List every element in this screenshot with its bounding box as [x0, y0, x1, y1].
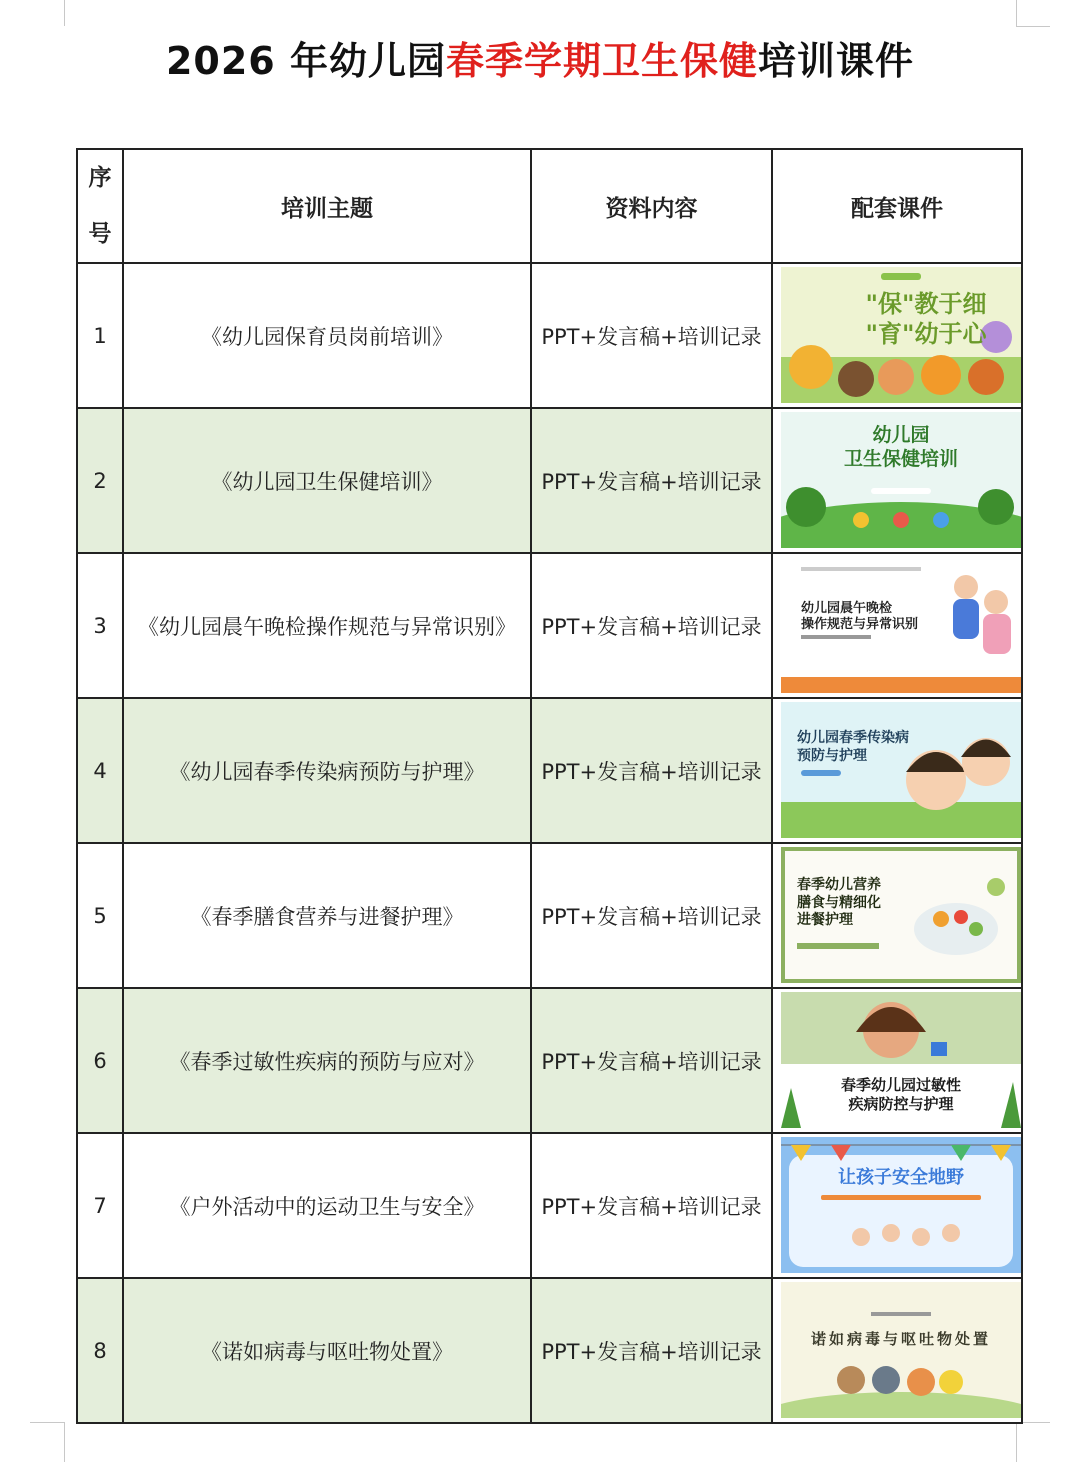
row-content: PPT+发言稿+培训记录: [531, 988, 772, 1133]
cover-title: [781, 1330, 1021, 1349]
cover-title-line: 春季幼儿营养: [797, 877, 881, 893]
row-topic: 《幼儿园卫生保健培训》: [123, 408, 531, 553]
cover-title-line: 幼儿园: [872, 424, 930, 446]
courseware-cover-thumbnail[interactable]: [781, 1137, 1021, 1273]
cover-title: [781, 1167, 1021, 1190]
courseware-cover-thumbnail[interactable]: [781, 267, 1021, 403]
cover-title-line: 诺如病毒与呕吐物处置: [810, 1330, 991, 1348]
cover-title-line: 进餐护理: [797, 912, 853, 928]
title-suffix: 培训课件: [758, 39, 915, 83]
row-index: 2: [77, 408, 123, 553]
courseware-cover-thumbnail[interactable]: [781, 412, 1021, 548]
row-topic: 《春季膳食营养与进餐护理》: [123, 843, 531, 988]
cover-illustration: [781, 1137, 1021, 1273]
table-row: [77, 988, 1022, 1133]
row-topic: 《春季过敏性疾病的预防与应对》: [123, 988, 531, 1133]
row-topic: 《诺如病毒与呕吐物处置》: [123, 1278, 531, 1423]
row-courseware: [772, 698, 1022, 843]
row-courseware: [772, 843, 1022, 988]
row-content: PPT+发言稿+培训记录: [531, 1278, 772, 1423]
row-courseware: [772, 988, 1022, 1133]
row-courseware: [772, 408, 1022, 553]
cover-title: [797, 730, 947, 765]
cover-title-line: 预防与护理: [797, 747, 867, 764]
cover-title: [797, 877, 917, 930]
table-row: [77, 1278, 1022, 1423]
table-header-row: [77, 149, 1022, 263]
row-index: 1: [77, 263, 123, 408]
row-topic: 《幼儿园春季传染病预防与护理》: [123, 698, 531, 843]
cover-title: [831, 289, 1021, 349]
row-courseware: [772, 263, 1022, 408]
table-row: [77, 263, 1022, 408]
cover-illustration: [781, 1282, 1021, 1418]
row-index: 3: [77, 553, 123, 698]
courseware-cover-thumbnail[interactable]: [781, 992, 1021, 1128]
row-index: 6: [77, 988, 123, 1133]
courseware-cover-thumbnail[interactable]: [781, 847, 1021, 983]
courseware-cover-thumbnail[interactable]: [781, 557, 1021, 693]
row-courseware: [772, 553, 1022, 698]
courseware-table: [76, 148, 1023, 1424]
crop-mark: [64, 1422, 65, 1462]
crop-mark: [30, 1422, 64, 1423]
row-index: 7: [77, 1133, 123, 1278]
crop-mark: [1016, 0, 1017, 26]
row-index: 4: [77, 698, 123, 843]
table-row: [77, 553, 1022, 698]
row-topic: 《幼儿园保育员岗前培训》: [123, 263, 531, 408]
cover-title-line: 操作规范与异常识别: [801, 617, 919, 633]
header-courseware: 配套课件: [772, 149, 1022, 263]
cover-title-line: 让孩子安全地野: [838, 1167, 964, 1188]
header-index: [77, 149, 123, 263]
row-content: PPT+发言稿+培训记录: [531, 553, 772, 698]
header-content: 资料内容: [531, 149, 772, 263]
courseware-cover-thumbnail[interactable]: [781, 702, 1021, 838]
row-topic: 《幼儿园晨午晚检操作规范与异常识别》: [123, 553, 531, 698]
row-content: PPT+发言稿+培训记录: [531, 408, 772, 553]
header-topic: 培训主题: [123, 149, 531, 263]
cover-title-line: 春季幼儿园过敏性: [840, 1076, 961, 1094]
crop-mark: [1016, 1422, 1017, 1462]
row-index: 8: [77, 1278, 123, 1423]
crop-mark: [64, 0, 65, 26]
table-row: [77, 408, 1022, 553]
row-topic: 《户外活动中的运动卫生与安全》: [123, 1133, 531, 1278]
row-courseware: [772, 1133, 1022, 1278]
cover-title-line: 疾病防控与护理: [848, 1094, 954, 1113]
page-title: [0, 30, 1080, 85]
row-content: PPT+发言稿+培训记录: [531, 263, 772, 408]
row-content: PPT+发言稿+培训记录: [531, 698, 772, 843]
title-prefix: 2026 年幼儿园: [165, 39, 446, 83]
title-highlight: 春季学期卫生保健: [445, 39, 758, 83]
row-content: PPT+发言稿+培训记录: [531, 843, 772, 988]
table-row: [77, 1133, 1022, 1278]
header-index-text: 序 号: [88, 165, 112, 247]
cover-title: [781, 1076, 1021, 1114]
cover-title: [781, 424, 1021, 472]
courseware-cover-thumbnail[interactable]: [781, 1282, 1021, 1418]
cover-title-line: 幼儿园晨午晚检: [801, 601, 893, 616]
cover-title-line: 膳食与精细化: [797, 894, 881, 911]
cover-title: [801, 601, 951, 634]
crop-mark: [1016, 26, 1050, 27]
cover-title-line: "保"教于细: [865, 290, 987, 318]
row-courseware: [772, 1278, 1022, 1423]
row-index: 5: [77, 843, 123, 988]
cover-title-line: "育"幼于心: [865, 320, 987, 348]
row-content: PPT+发言稿+培训记录: [531, 1133, 772, 1278]
cover-illustration: [781, 702, 1021, 838]
table-row: [77, 698, 1022, 843]
cover-title-line: 幼儿园春季传染病: [797, 730, 909, 746]
cover-title-line: 卫生保健培训: [843, 447, 958, 470]
table-row: [77, 843, 1022, 988]
